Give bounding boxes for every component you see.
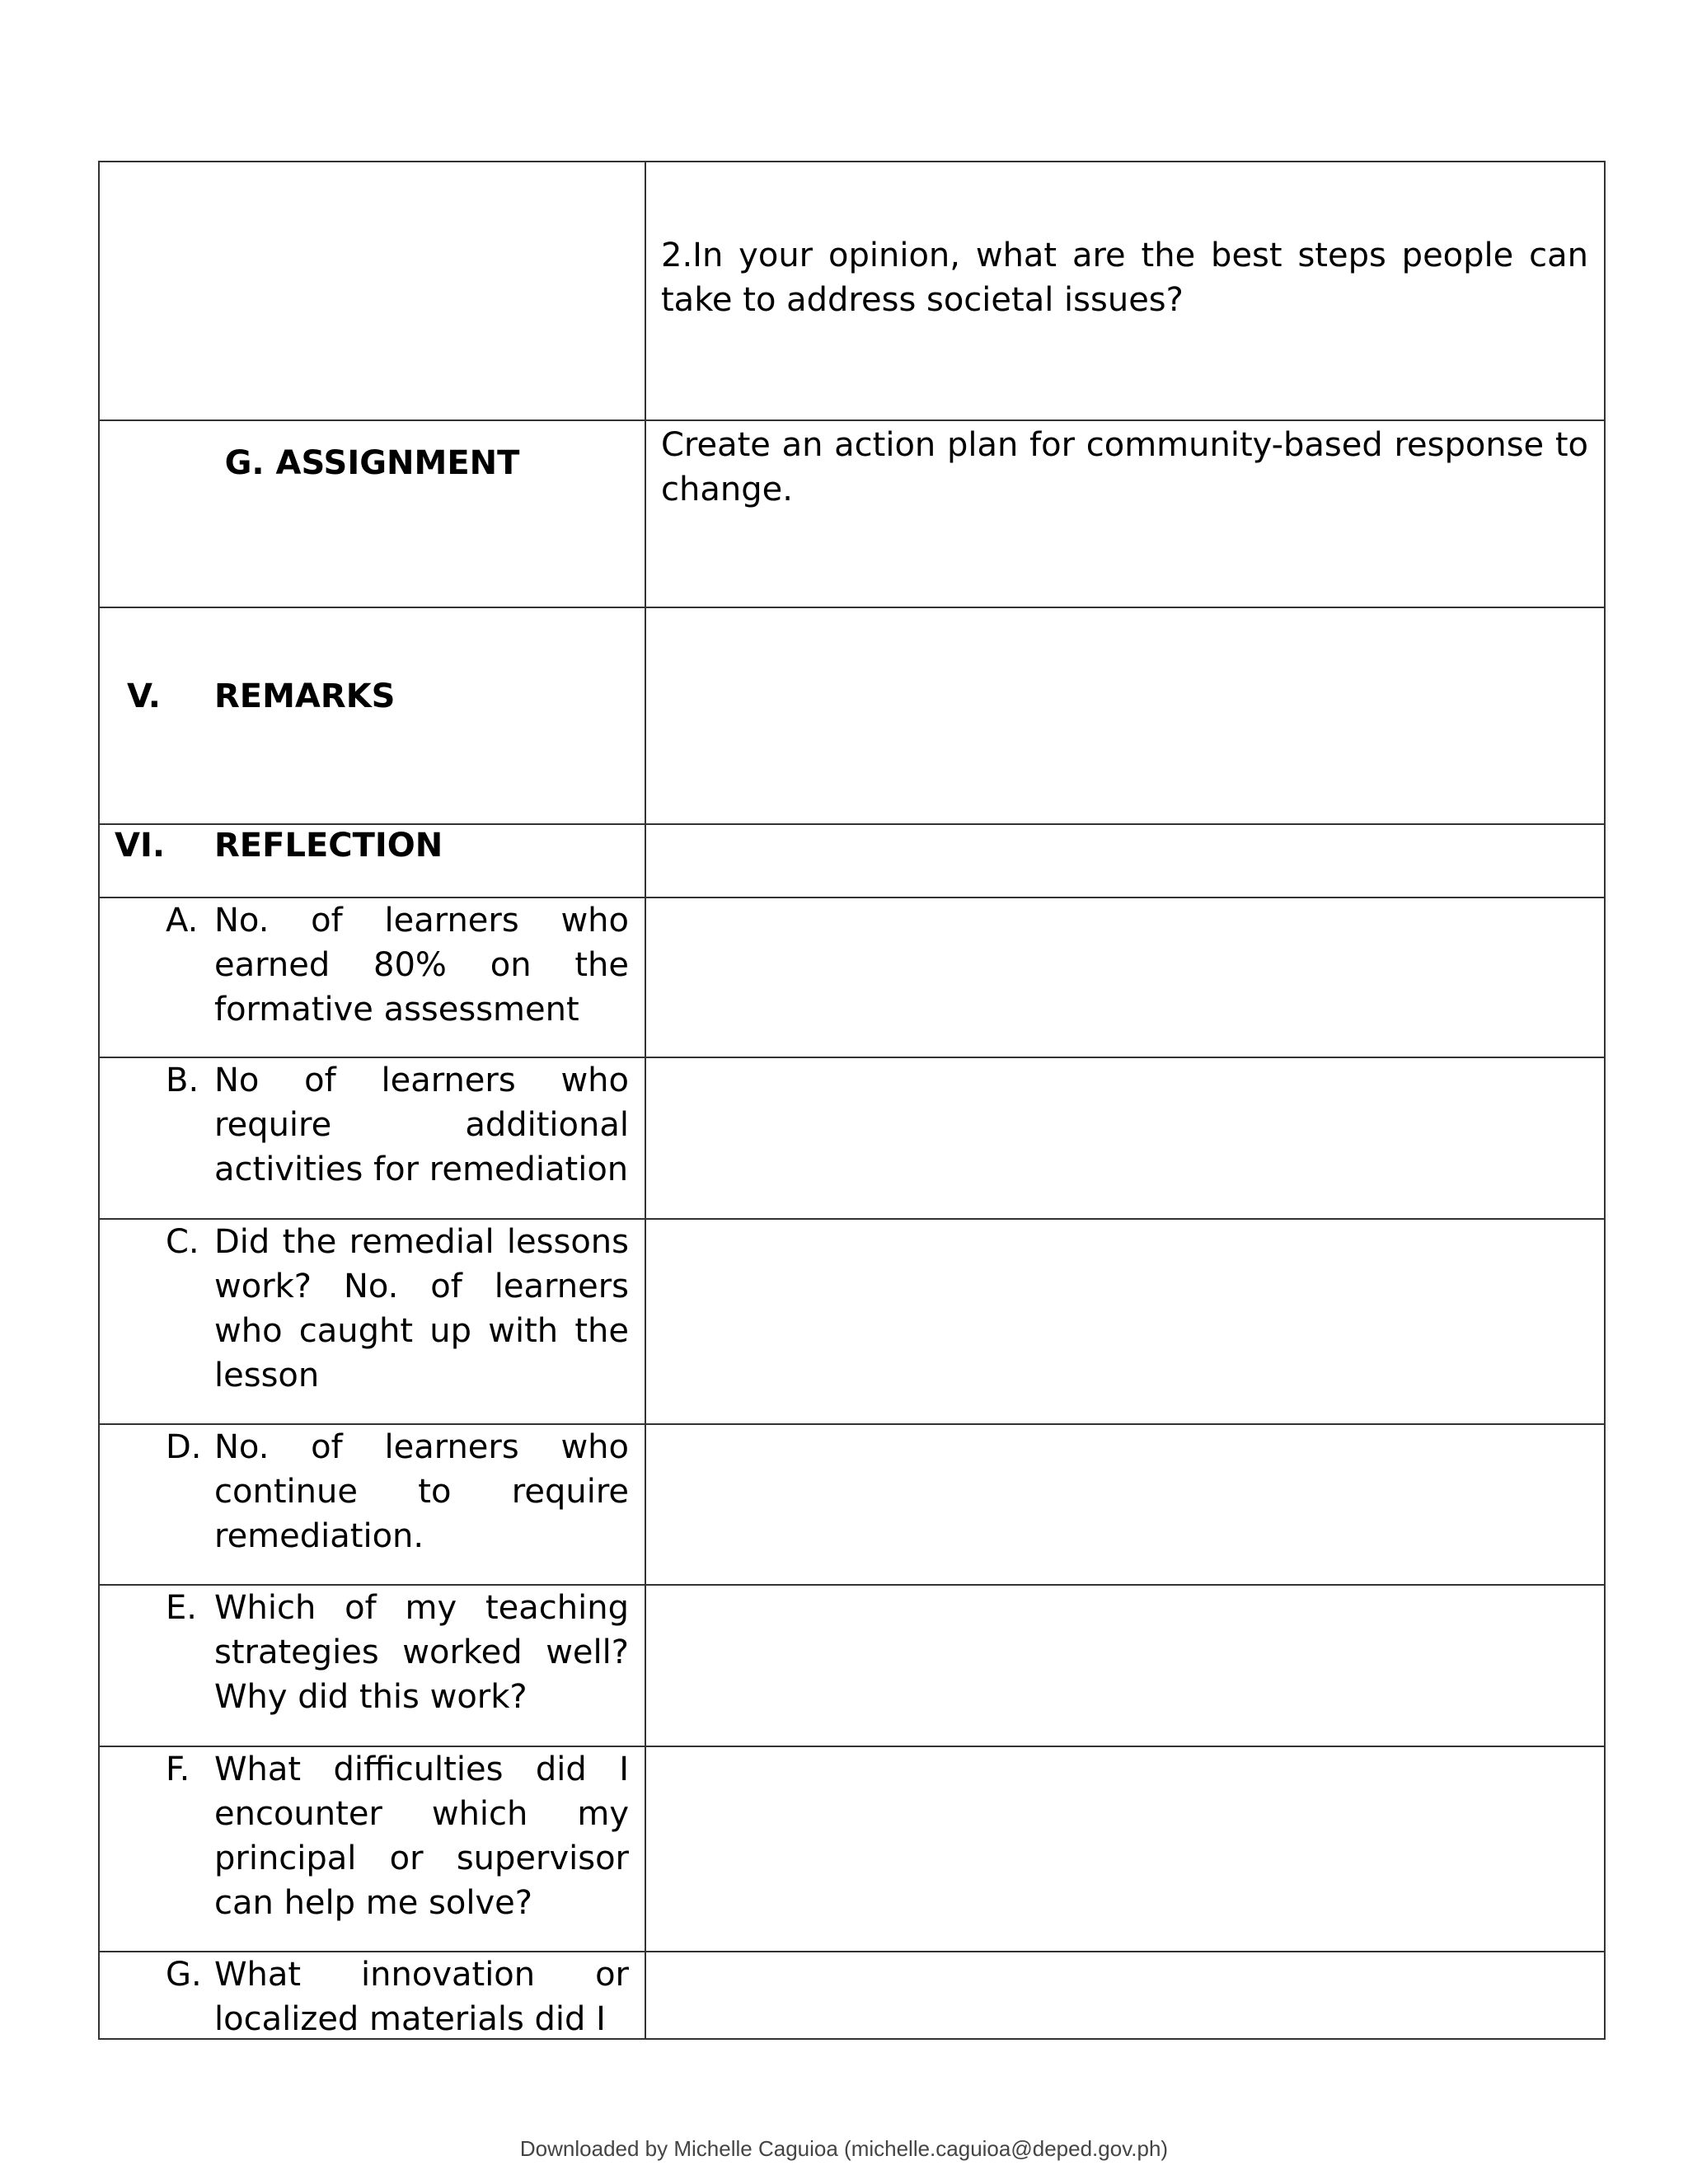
question-label-cell [99,162,645,420]
assignment-row [99,420,1605,607]
assignment-heading: G. ASSIGNMENT [224,444,520,482]
question-2-text: 2.In your opinion, what are the best steps people can take to address societal issues? [661,237,1588,319]
reflection-item-row [99,1424,1605,1585]
remarks-row [99,607,1605,824]
assignment-text: Create an action plan for community-based response to change. [661,426,1588,509]
item-text: No. of learners who continue to require remediation. [214,1428,629,1555]
reflection-numeral: VI. [115,827,166,865]
item-text: No. of learners who earned 80% on the formative assessment [214,902,629,1029]
item-text: Did the remedial lessons work? No. of learners who caught up with the lesson [214,1223,629,1394]
reflection-item-cell [99,898,645,1057]
reflection-item-cell [99,1585,645,1746]
remarks-label-cell [99,607,645,824]
remarks-value-cell [645,607,1605,824]
reflection-value-cell [645,824,1605,898]
item-text: What innovation or localized materials did I [214,1956,629,2038]
assignment-text-cell [645,420,1605,607]
item-letter: D. [166,1428,202,1466]
lesson-plan-table [98,161,1606,2040]
reflection-item-row [99,898,1605,1057]
item-text: No of learners who require additional activities for remediation [214,1062,629,1188]
reflection-item-row [99,1952,1605,2039]
reflection-label-cell [99,824,645,898]
item-answer-cell [645,1219,1605,1424]
download-footer: Downloaded by Michelle Caguioa (michelle.caguioa@deped.gov.ph) [519,2136,1169,2161]
item-letter: B. [166,1062,199,1099]
reflection-item-cell [99,1424,645,1585]
assignment-heading-cell [99,420,645,607]
reflection-row [99,824,1605,898]
item-letter: C. [166,1223,199,1261]
reflection-item-row [99,1057,1605,1219]
reflection-item-row [99,1585,1605,1746]
item-answer-cell [645,1424,1605,1585]
question-row [99,162,1605,420]
reflection-item-cell [99,1952,645,2039]
question-cell [645,162,1605,420]
item-answer-cell [645,898,1605,1057]
reflection-item-row [99,1219,1605,1424]
reflection-label: REFLECTION [214,827,443,865]
item-answer-cell [645,1585,1605,1746]
remarks-numeral: V. [127,677,161,715]
item-letter: E. [166,1589,197,1627]
item-letter: A. [166,902,199,940]
item-answer-cell [645,1057,1605,1219]
item-letter: G. [166,1956,202,1994]
remarks-label: REMARKS [214,677,396,715]
item-letter: F. [166,1750,190,1788]
reflection-item-cell [99,1746,645,1952]
item-text: Which of my teaching strategies worked well? Why did this work? [214,1589,629,1716]
item-answer-cell [645,1746,1605,1952]
item-answer-cell [645,1952,1605,2039]
item-text: What difficulties did I encounter which my principal or supervisor can help me solve? [214,1750,629,1922]
reflection-item-row [99,1746,1605,1952]
reflection-item-cell [99,1057,645,1219]
reflection-item-cell [99,1219,645,1424]
